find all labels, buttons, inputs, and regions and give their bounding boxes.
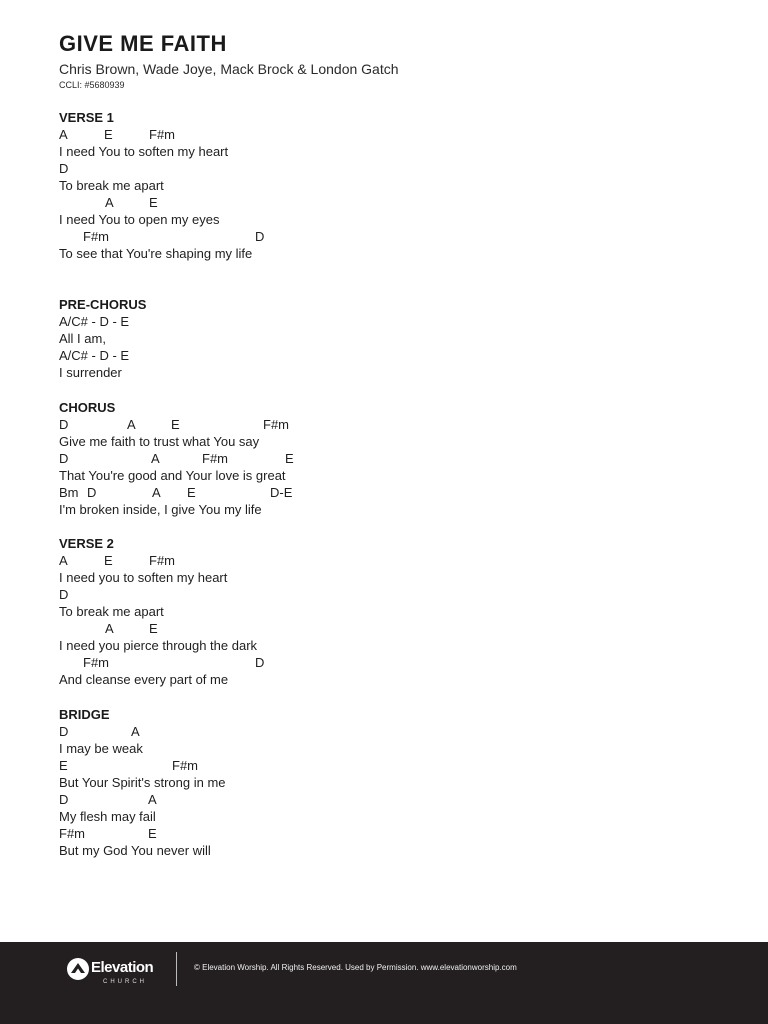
lyric-line: All I am, [59,331,106,346]
chord: F#m [59,826,85,841]
chord: A [59,553,68,568]
chord-line [59,586,257,603]
chord: D [59,161,69,176]
chord: E [171,417,180,432]
chord: E [149,621,158,636]
chord: D [59,587,69,602]
chord-line [59,552,257,569]
lyric-line: To see that You're shaping my life [59,246,253,261]
lyric-line: I need you to soften my heart [59,570,228,585]
section-verse-2 [59,535,265,688]
chord: D [59,724,69,739]
section-heading: BRIDGE [59,707,110,722]
chord-line [59,313,146,330]
section-heading: PRE-CHORUS [59,297,147,312]
chord: E [148,826,157,841]
lyric-line: I surrender [59,365,122,380]
chord-line [59,484,293,501]
chord-line [59,450,294,467]
lyric-line: I need You to soften my heart [59,144,229,159]
chord-line [59,723,226,740]
chord: D [87,485,97,500]
section-chorus [59,399,294,518]
chord: D [59,417,69,432]
chord: A [152,485,161,500]
chord: F#m [83,655,109,670]
chord: A [148,792,157,807]
chord: A [127,417,136,432]
section-verse-1 [59,109,265,262]
chord: A/C# - D - E [59,348,130,363]
footer-bar [0,942,768,1024]
chord: A [105,195,114,210]
section-heading: VERSE 2 [59,536,114,551]
chord: F#m [263,417,289,432]
chord-line [59,160,252,177]
chord: D [255,655,265,670]
lyric-line: But Your Spirit's strong in me [59,775,226,790]
lyric-line: My flesh may fail [59,809,156,824]
elevation-logo-icon [67,958,89,980]
chord: A/C# - D - E [59,314,130,329]
section-bridge [59,706,226,859]
song-sheet [59,30,739,91]
lyric-line: That You're good and Your love is great [59,468,286,483]
section-heading: CHORUS [59,400,116,415]
chord-line [59,791,226,808]
footer-divider [176,952,177,986]
lyric-line: I may be weak [59,741,143,756]
chord-line [59,416,289,433]
chord-line [59,126,252,143]
chord: F#m [202,451,228,466]
lyric-line: Give me faith to trust what You say [59,434,260,449]
chord: E [104,127,113,142]
chord: A [105,621,114,636]
chord: A [59,127,68,142]
song-title: GIVE ME FAITH [59,31,227,56]
chord: F#m [172,758,198,773]
chord: E [104,553,113,568]
logo-name: Elevation [91,959,154,976]
elevation-logo [67,958,167,1006]
chord: D [59,792,69,807]
lyric-line: I'm broken inside, I give You my life [59,502,262,517]
chord: A [151,451,160,466]
chord: E [187,485,196,500]
lyric-line: But my God You never will [59,843,211,858]
chord: E [59,758,68,773]
chord: E [285,451,294,466]
chord-line [59,825,226,842]
copyright-notice: © Elevation Worship. All Rights Reserved. Used by Permission. www.elevationworship.com [194,963,517,972]
chord-line [59,194,252,211]
logo-subtitle: CHURCH [103,979,147,985]
song-authors: Chris Brown, Wade Joye, Mack Brock & London Gatch [59,61,399,77]
chord-line [59,757,226,774]
chord-line [59,347,146,364]
chord: D [255,229,265,244]
lyric-line: To break me apart [59,604,164,619]
ccli-number: CCLI: #5680939 [59,80,125,90]
section-pre-chorus [59,296,146,381]
chord-line [59,654,265,671]
lyric-line: And cleanse every part of me [59,672,229,687]
chord: A [131,724,140,739]
chord: D-E [270,485,293,500]
chord: Bm [59,485,79,500]
chord: F#m [83,229,109,244]
lyric-line: I need you pierce through the dark [59,638,258,653]
lyric-line: To break me apart [59,178,164,193]
lyric-line: I need You to open my eyes [59,212,220,227]
chord: F#m [149,553,175,568]
chord-line [59,620,257,637]
chord: D [59,451,69,466]
chord: E [149,195,158,210]
chord-line [59,228,265,245]
section-heading: VERSE 1 [59,110,114,125]
chord: F#m [149,127,175,142]
